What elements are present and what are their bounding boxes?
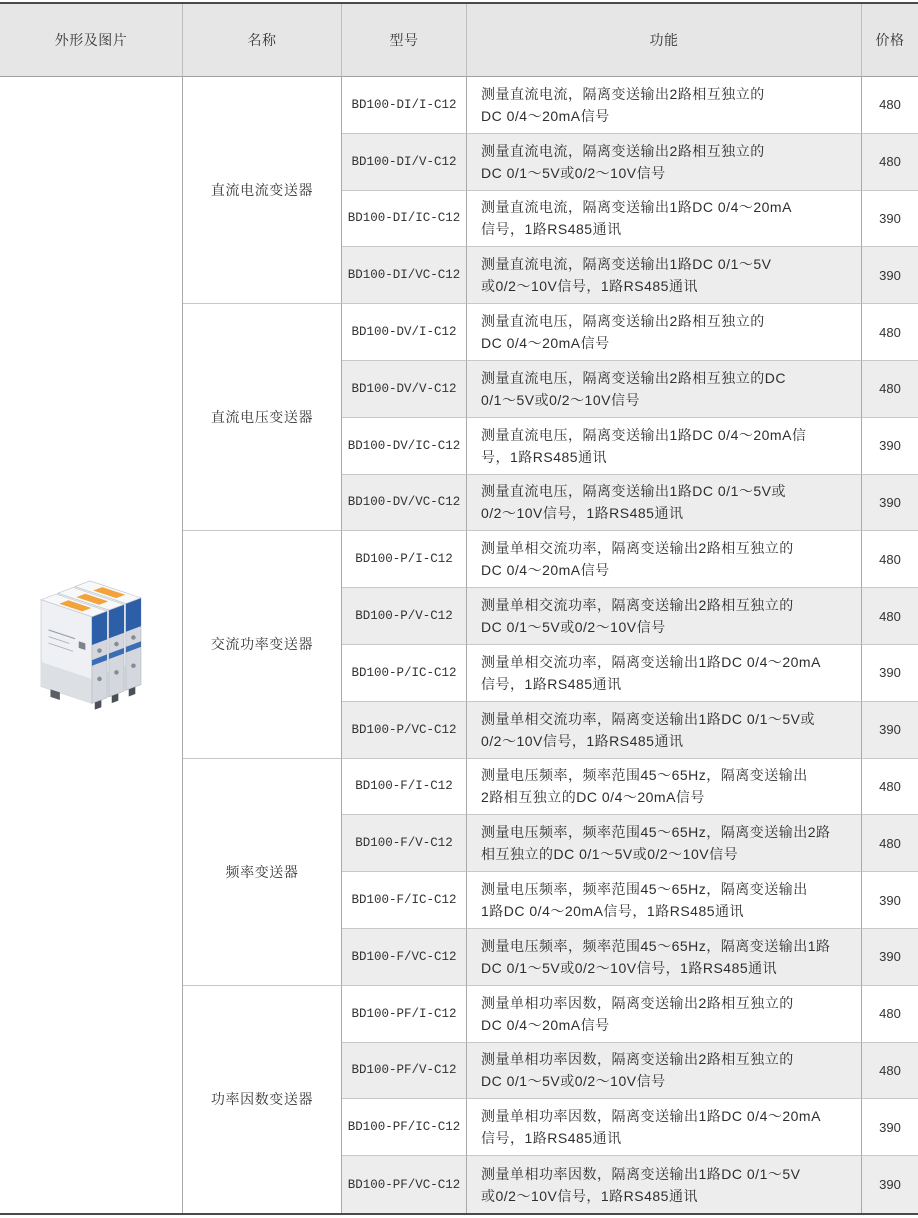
header-function-column: 功能 <box>467 4 862 77</box>
price: 390 <box>862 418 918 475</box>
function-line: 测量直流电压，隔离变送输出2路相互独立的DC <box>481 369 787 386</box>
function-description <box>467 929 862 986</box>
function-line: 测量直流电流，隔离变送输出2路相互独立的 <box>481 85 765 102</box>
function-description <box>467 475 862 532</box>
function-line: 测量单相交流功率，隔离变送输出2路相互独立的 <box>481 597 794 614</box>
function-description <box>467 1099 862 1156</box>
function-description <box>467 815 862 872</box>
transmitter-module <box>41 594 107 710</box>
function-line: DC 0/1～5V或0/2～10V信号 <box>481 164 666 181</box>
function-line: DC 0/1～5V或0/2～10V信号，1路RS485通讯 <box>481 959 778 976</box>
function-line: 或0/2～10V信号，1路RS485通讯 <box>481 278 698 295</box>
function-line: DC 0/4～20mA信号 <box>481 562 610 579</box>
model-number: BD100-F/IC-C12 <box>342 872 467 929</box>
product-photo <box>35 579 147 711</box>
product-name: 直流电流变送器 <box>183 77 342 304</box>
price: 390 <box>862 191 918 248</box>
function-description <box>467 134 862 191</box>
price: 390 <box>862 247 918 304</box>
function-description <box>467 645 862 702</box>
function-line: 测量单相功率因数，隔离变送输出1路DC 0/1～5V <box>481 1165 801 1182</box>
function-line: 测量直流电流，隔离变送输出1路DC 0/4～20mA <box>481 199 792 216</box>
product-name: 交流功率变送器 <box>183 531 342 758</box>
model-number: BD100-PF/V-C12 <box>342 1043 467 1100</box>
function-description <box>467 191 862 248</box>
function-line: 或0/2～10V信号，1路RS485通讯 <box>481 1187 698 1204</box>
function-line: 1路DC 0/4～20mA信号，1路RS485通讯 <box>481 903 745 920</box>
model-number: BD100-P/VC-C12 <box>342 702 467 759</box>
function-line: 测量单相功率因数，隔离变送输出2路相互独立的 <box>481 1051 794 1068</box>
price: 480 <box>862 588 918 645</box>
function-description <box>467 304 862 361</box>
function-line: 测量单相交流功率，隔离变送输出1路DC 0/4～20mA <box>481 653 821 670</box>
function-description <box>467 702 862 759</box>
function-description <box>467 1043 862 1100</box>
function-description <box>467 1156 862 1213</box>
price: 480 <box>862 531 918 588</box>
function-line: 信号，1路RS485通讯 <box>481 675 622 692</box>
function-line: 测量单相交流功率，隔离变送输出1路DC 0/1～5V或 <box>481 710 815 727</box>
product-name: 直流电压变送器 <box>183 304 342 531</box>
product-price-table <box>0 2 918 1215</box>
model-number: BD100-DV/V-C12 <box>342 361 467 418</box>
function-line: DC 0/4～20mA信号 <box>481 107 610 124</box>
price: 480 <box>862 986 918 1043</box>
function-line: 测量直流电压，隔离变送输出2路相互独立的 <box>481 313 765 330</box>
function-line: 测量电压频率，频率范围45～65Hz，隔离变送输出1路 <box>481 937 831 954</box>
function-line: DC 0/1～5V或0/2～10V信号 <box>481 1073 666 1090</box>
model-number: BD100-DV/VC-C12 <box>342 475 467 532</box>
model-number: BD100-DI/I-C12 <box>342 77 467 134</box>
function-line: 0/2～10V信号，1路RS485通讯 <box>481 505 684 522</box>
function-line: 测量单相功率因数，隔离变送输出1路DC 0/4～20mA <box>481 1108 821 1125</box>
function-line: 测量单相功率因数，隔离变送输出2路相互独立的 <box>481 994 794 1011</box>
function-line: 0/1～5V或0/2～10V信号 <box>481 391 640 408</box>
model-number: BD100-P/V-C12 <box>342 588 467 645</box>
model-number: BD100-F/V-C12 <box>342 815 467 872</box>
model-number: BD100-DI/IC-C12 <box>342 191 467 248</box>
price: 480 <box>862 759 918 816</box>
price: 480 <box>862 1043 918 1100</box>
price: 390 <box>862 929 918 986</box>
function-description <box>467 531 862 588</box>
function-line: 测量单相交流功率，隔离变送输出2路相互独立的 <box>481 540 794 557</box>
model-number: BD100-PF/IC-C12 <box>342 1099 467 1156</box>
model-number: BD100-F/I-C12 <box>342 759 467 816</box>
function-line: 测量直流电压，隔离变送输出1路DC 0/4～20mA信 <box>481 426 807 443</box>
model-number: BD100-PF/VC-C12 <box>342 1156 467 1213</box>
function-line: 测量直流电流，隔离变送输出1路DC 0/1～5V <box>481 256 772 273</box>
price: 480 <box>862 77 918 134</box>
model-number: BD100-P/IC-C12 <box>342 645 467 702</box>
product-photo-cell <box>0 77 183 1213</box>
function-line: 2路相互独立的DC 0/4～20mA信号 <box>481 789 705 806</box>
function-line: 测量直流电压，隔离变送输出1路DC 0/1～5V或 <box>481 483 786 500</box>
function-line: 信号，1路RS485通讯 <box>481 1130 622 1147</box>
function-line: 号，1路RS485通讯 <box>481 448 608 465</box>
model-number: BD100-DV/IC-C12 <box>342 418 467 475</box>
header-price-column: 价格 <box>862 4 918 77</box>
price: 390 <box>862 702 918 759</box>
price: 390 <box>862 1156 918 1213</box>
function-description <box>467 418 862 475</box>
price: 390 <box>862 645 918 702</box>
model-number: BD100-DI/VC-C12 <box>342 247 467 304</box>
header-image-column: 外形及图片 <box>0 4 183 77</box>
price: 480 <box>862 815 918 872</box>
price: 390 <box>862 1099 918 1156</box>
model-number: BD100-PF/I-C12 <box>342 986 467 1043</box>
product-name: 频率变送器 <box>183 759 342 986</box>
function-line: 测量电压频率，频率范围45～65Hz，隔离变送输出 <box>481 767 808 784</box>
price: 390 <box>862 872 918 929</box>
function-line: DC 0/4～20mA信号 <box>481 1016 610 1033</box>
price: 480 <box>862 361 918 418</box>
price: 480 <box>862 304 918 361</box>
price: 390 <box>862 475 918 532</box>
price: 480 <box>862 134 918 191</box>
function-description <box>467 872 862 929</box>
product-name: 功率因数变送器 <box>183 986 342 1213</box>
function-line: 测量电压频率，频率范围45～65Hz，隔离变送输出 <box>481 881 808 898</box>
model-number: BD100-P/I-C12 <box>342 531 467 588</box>
function-description <box>467 986 862 1043</box>
function-line: 0/2～10V信号，1路RS485通讯 <box>481 732 684 749</box>
function-description <box>467 77 862 134</box>
model-number: BD100-DI/V-C12 <box>342 134 467 191</box>
function-description <box>467 247 862 304</box>
header-name-column: 名称 <box>183 4 342 77</box>
function-line: 相互独立的DC 0/1～5V或0/2～10V信号 <box>481 846 739 863</box>
function-line: 测量电压频率，频率范围45～65Hz，隔离变送输出2路 <box>481 824 831 841</box>
model-number: BD100-DV/I-C12 <box>342 304 467 361</box>
function-line: 测量直流电流，隔离变送输出2路相互独立的 <box>481 142 765 159</box>
model-number: BD100-F/VC-C12 <box>342 929 467 986</box>
header-model-column: 型号 <box>342 4 467 77</box>
function-description <box>467 588 862 645</box>
function-line: 信号，1路RS485通讯 <box>481 221 622 238</box>
function-description <box>467 759 862 816</box>
function-description <box>467 361 862 418</box>
function-line: DC 0/4～20mA信号 <box>481 335 610 352</box>
function-line: DC 0/1～5V或0/2～10V信号 <box>481 619 666 636</box>
